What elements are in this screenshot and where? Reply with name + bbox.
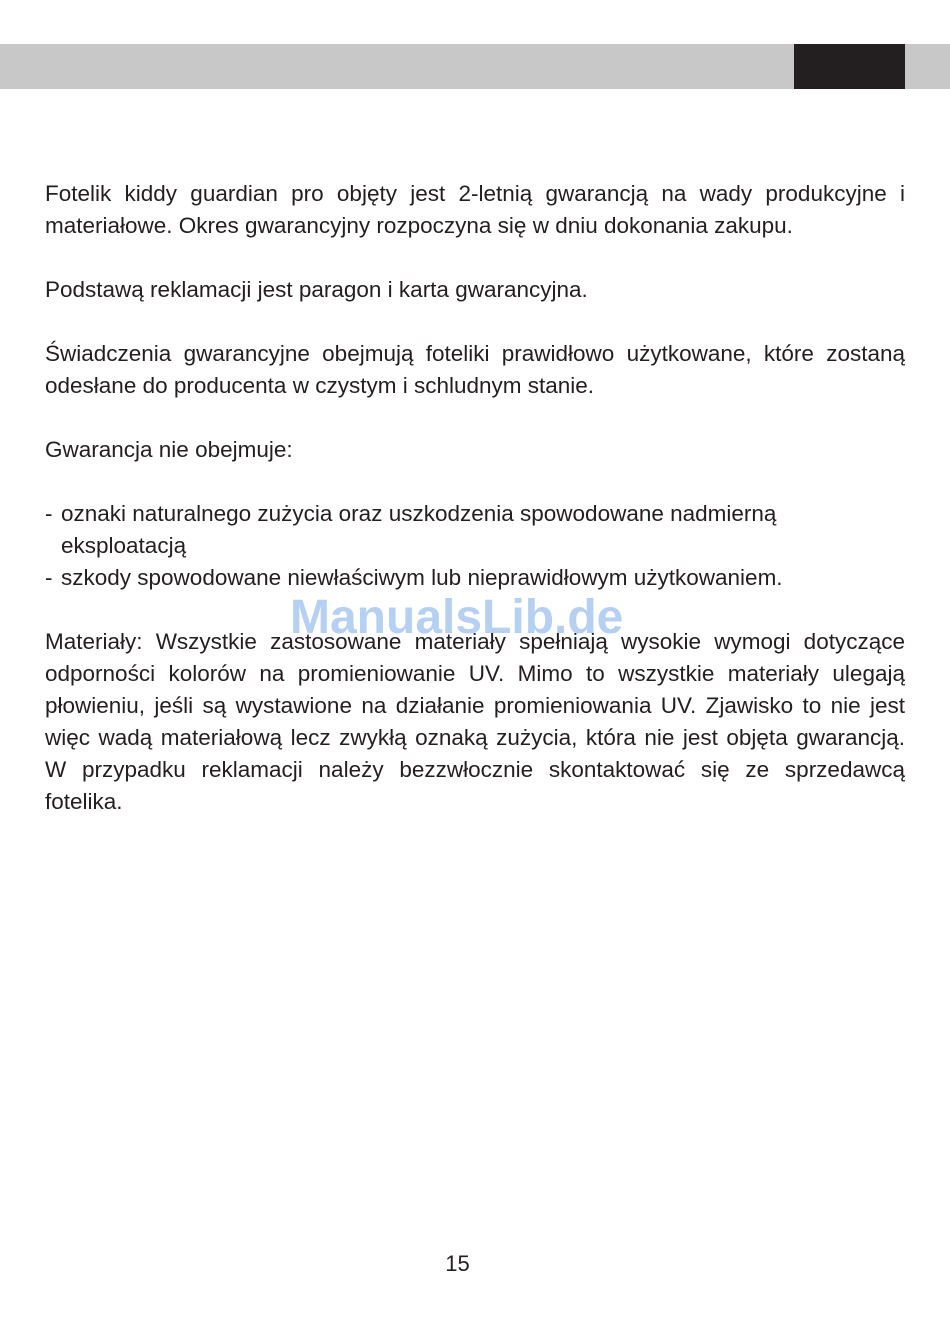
materials-paragraph: Materiały: Wszystkie zastosowane materiały spełniają wysokie wymogi dotyczące odporności kolorów na promieniowanie UV. Mimo to wszystkie materiały ulegają płowieniu, jeśli są wystawione na działanie promieniowania UV. Zjawisko to nie jest więc wadą materiałową lecz zwykłą oznaką zużycia, która nie jest objęta gwarancją. W przypadku reklamacji należy bezzwłocznie skontaktować się ze sprzedawcą fotelika. [45, 629, 905, 814]
exclusions-heading: Gwarancja nie obejmuje: [45, 437, 293, 462]
list-item: - oznaki naturalnego zużycia oraz uszkodzenia spowodowane nadmierną eksploatacją [45, 498, 905, 562]
warranty-period-paragraph: Fotelik kiddy guardian pro objęty jest 2-letnią gwarancją na wady produkcyjne i materiałowe. Okres gwarancyjny rozpoczyna się w dniu dokonania zakupu. [45, 181, 905, 238]
exclusions-list [45, 498, 905, 594]
list-item: - szkody spowodowane niewłaściwym lub nieprawidłowym użytkowaniem. [45, 562, 905, 594]
header-block [794, 44, 905, 89]
watermark: ManualsLib.de [290, 591, 624, 644]
page-number: 15 [445, 1251, 470, 1276]
claim-basis-paragraph: Podstawą reklamacji jest paragon i karta gwarancyjna. [45, 277, 588, 302]
warranty-text [45, 178, 905, 850]
warranty-coverage-paragraph: Świadczenia gwarancyjne obejmują foteliki prawidłowo użytkowane, które zostaną odesłane do producenta w czystym i schludnym stanie. [45, 341, 905, 398]
